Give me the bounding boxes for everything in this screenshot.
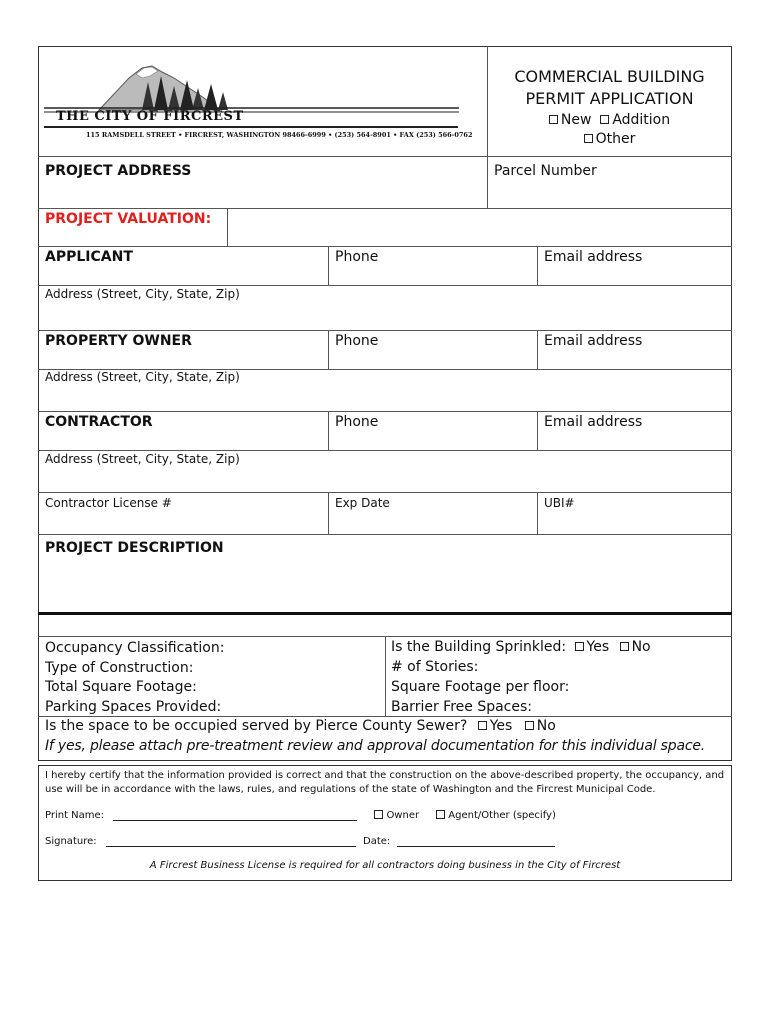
parcel-number-field[interactable] — [490, 182, 730, 206]
col-line — [328, 411, 329, 450]
project-address-label: PROJECT ADDRESS — [45, 163, 192, 179]
thick-divider — [38, 612, 732, 615]
date-field[interactable] — [397, 834, 555, 847]
contractor-license-label: Contractor License # — [45, 496, 172, 510]
row-line — [38, 411, 732, 412]
occupancy-label: Occupancy Classification: — [45, 640, 225, 656]
project-valuation-label: PROJECT VALUATION: — [45, 211, 212, 227]
sewer-note: If yes, please attach pre-treatment review and approval documentation for this individual space. — [45, 738, 705, 754]
print-name-field[interactable] — [113, 808, 357, 821]
parcel-number-label: Parcel Number — [494, 163, 597, 179]
row-line — [38, 330, 732, 331]
ubi-label: UBI# — [544, 496, 575, 510]
print-name-row — [45, 808, 556, 821]
applicant-address-field[interactable] — [40, 304, 730, 328]
parking-label: Parking Spaces Provided: — [45, 698, 222, 715]
sqft-per-floor-label: Square Footage per floor: — [391, 679, 570, 695]
contractor-label: CONTRACTOR — [45, 414, 153, 430]
sewer-no-checkbox[interactable] — [525, 721, 534, 730]
col-line — [328, 246, 329, 285]
logo-rule — [44, 126, 458, 128]
sewer-question: Is the space to be occupied served by Pierce County Sewer? — [45, 718, 468, 734]
addition-option-label: Addition — [612, 112, 671, 128]
permit-type-row1 — [487, 111, 732, 130]
sprinkled-no-label: No — [631, 639, 651, 655]
owner-phone-label: Phone — [335, 333, 379, 349]
addition-checkbox[interactable] — [600, 115, 609, 124]
applicant-label: APPLICANT — [45, 249, 133, 265]
city-logo — [44, 58, 473, 146]
sprinkled-label: Is the Building Sprinkled: — [391, 639, 567, 655]
col-line — [328, 330, 329, 369]
contractor-address-label: Address (Street, City, State, Zip) — [45, 452, 240, 466]
project-description-field[interactable] — [40, 560, 730, 610]
form-title-line2: PERMIT APPLICATION — [525, 89, 694, 108]
sewer-yes-checkbox[interactable] — [478, 721, 487, 730]
row-line — [38, 492, 732, 493]
other-checkbox[interactable] — [584, 134, 593, 143]
col-line — [537, 246, 538, 285]
exp-date-label: Exp Date — [335, 496, 390, 510]
sprinkled-yes-label: Yes — [586, 639, 610, 655]
sprinkled-row — [391, 637, 651, 657]
details-right — [391, 637, 651, 717]
sewer-no-label: No — [536, 718, 556, 734]
print-name-label: Print Name: — [45, 810, 105, 821]
signature-row — [45, 834, 555, 847]
project-valuation-field[interactable] — [229, 210, 729, 244]
contractor-address-field[interactable] — [40, 468, 730, 490]
owner-address-field[interactable] — [40, 387, 730, 409]
col-line — [537, 330, 538, 369]
agent-option-label: Agent/Other (specify) — [448, 810, 556, 821]
owner-checkbox[interactable] — [374, 810, 383, 819]
agent-checkbox[interactable] — [436, 810, 445, 819]
row-line — [38, 716, 732, 717]
applicant-address-label: Address (Street, City, State, Zip) — [45, 287, 240, 301]
row-line — [38, 246, 732, 247]
row-line — [38, 208, 732, 209]
applicant-phone-label: Phone — [335, 249, 379, 265]
sewer-yes-label: Yes — [489, 718, 513, 734]
city-name: THE CITY OF FIRCREST — [56, 109, 244, 124]
other-option-label: Other — [595, 131, 636, 147]
contractor-email-label: Email address — [544, 414, 643, 430]
certification-text: I hereby certify that the information provided is correct and that the construction on the above-described property, the occupancy, and use will be in accordance with the laws, rules, and regulations of the state of Washington and the Fircrest Municipal Code. — [45, 770, 725, 795]
stories-label: # of Stories: — [391, 659, 479, 675]
permit-type-options — [487, 111, 732, 149]
owner-email-label: Email address — [544, 333, 643, 349]
sprinkled-no-checkbox[interactable] — [620, 642, 629, 651]
form-title-line1: COMMERCIAL BUILDING — [514, 67, 705, 86]
applicant-email-label: Email address — [544, 249, 643, 265]
total-sqft-label: Total Square Footage: — [45, 679, 197, 695]
business-license-note: A Fircrest Business License is required for all contractors doing business in the City of Fircrest — [149, 860, 621, 871]
owner-label: PROPERTY OWNER — [45, 333, 192, 349]
owner-address-label: Address (Street, City, State, Zip) — [45, 370, 240, 384]
new-option-label: New — [560, 112, 592, 128]
signature-label: Signature: — [45, 836, 97, 847]
signature-field[interactable] — [106, 834, 356, 847]
form-title — [487, 66, 732, 110]
owner-option-label: Owner — [386, 810, 420, 821]
row-line — [38, 450, 732, 451]
row-line — [38, 534, 732, 535]
col-line — [537, 411, 538, 450]
barrier-free-label: Barrier Free Spaces: — [391, 699, 532, 715]
project-description-label: PROJECT DESCRIPTION — [45, 540, 224, 556]
permit-type-row2 — [487, 130, 732, 149]
sprinkled-yes-checkbox[interactable] — [575, 642, 584, 651]
col-line — [537, 492, 538, 534]
row-line — [38, 156, 732, 157]
row-line — [38, 285, 732, 286]
date-label: Date: — [363, 836, 391, 847]
project-address-field[interactable] — [40, 182, 484, 206]
new-checkbox[interactable] — [549, 115, 558, 124]
sewer-row — [45, 718, 556, 734]
construction-type-label: Type of Construction: — [45, 659, 194, 676]
city-address: 115 RAMSDELL STREET • FIRCREST, WASHINGTON 98466-6999 • (253) 564-8901 • FAX (253) 566-0762 — [86, 131, 473, 139]
details-left — [45, 639, 224, 717]
contractor-phone-label: Phone — [335, 414, 379, 430]
valuation-divider — [227, 208, 228, 246]
details-divider — [385, 636, 386, 716]
col-line — [328, 492, 329, 534]
